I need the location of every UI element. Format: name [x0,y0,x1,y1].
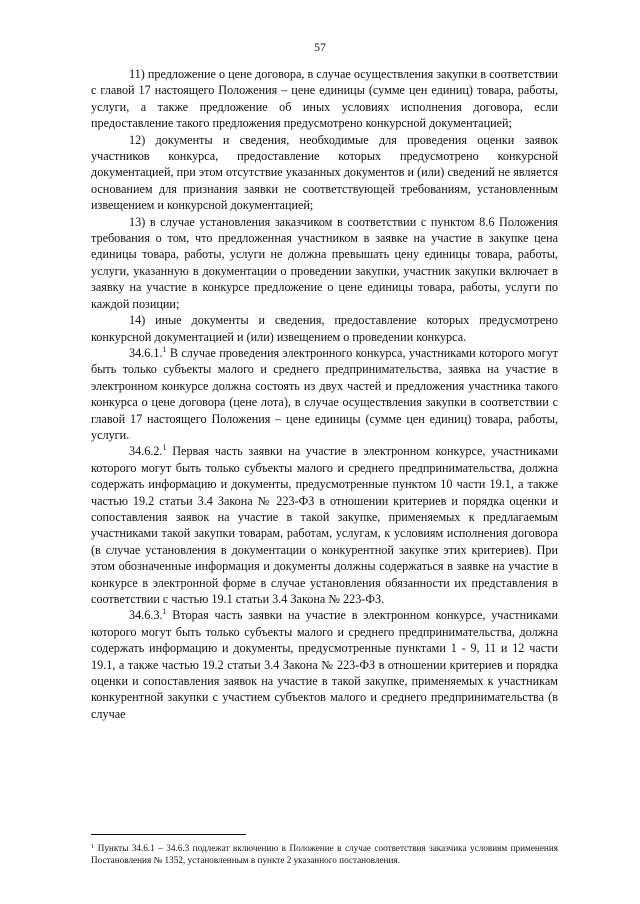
footnote-text: Пункты 34.6.1 – 34.6.3 подлежат включению в Положение в случае соответствия заказчика условиям применения Постановления № 1352, установленным в пункте 2 указанного постановления. [91,843,558,865]
clause-34-6-3 [91,607,558,722]
footnote-divider [91,834,246,835]
clause-34-6-2 [91,443,558,607]
main-text [91,66,558,722]
clause-34-6-1 [91,345,558,443]
item-13-paragraph: 13) в случае установления заказчиком в соответствии с пунктом 8.6 Положения требования о том, что предложенная участником в заявке на участие в закупке цена единицы товара, работы, услуги не должна превышать цену единицы товара, работы, услуги, указанную в документации о проведении закупки, участник закупки включает в заявку на участие в конкурсе предложение о цене единицы товара, работы, услуги по каждой позиции; [91,214,558,311]
clause-text: Первая часть заявки на участие в электронном конкурсе, участниками которого могут быть только субъекты малого и среднего предпринимательства, должна содержать информацию и документы, предусмотренные пунктом 10 части 19.1, а также частью 19.2 статьи 3.4 Закона № 223-ФЗ в отношении критериев и порядка оценки и сопоставления заявок на участие в такой закупке, применяемых к предлагаемым участниками такой закупки товарам, работам, услугам, к условиям исполнения договора (в случае установления в документации о конкурентной закупке этих критериев). При этом обозначенные информация и документы должны содержаться в заявке на участие в конкурсе в электронной форме в случае установления обязанности их представления в соответствии с частью 19.1 статьи 3.4 Закона № 223-ФЗ. [91,444,558,606]
footnote [91,842,558,866]
page-number: 57 [314,40,326,54]
footnote-ref: 1 [162,607,167,617]
footnote-ref: 1 [162,344,167,354]
clause-text: В случае проведения электронного конкурса, участниками которого могут быть только субъекты малого и среднего предпринимательства, заявка на участие в электронном конкурсе должна состоять из двух частей и предложения участника такого конкурса о цене договора (цене лота), в случае осуществления закупки в соответствии с главой 17 настоящего Положения – цене единицы (сумме цен единиц) товара, работы, услуги. [91,345,558,442]
clause-number: 34.6.1. [129,345,163,360]
footnote-marker: 1 [91,843,95,850]
clause-text: Вторая часть заявки на участие в электронном конкурсе, участниками которого могут быть только субъекты малого и среднего предпринимательства, должна содержать информацию и документы, предусмотренные пунктами 1 - 9, 11 и 12 части 19.1, а также частью 19.2 статьи 3.4 Закона № 223-ФЗ в отношении критериев и порядка оценки и сопоставления заявок на участие в такой закупке, применяемых к участникам конкурентной закупки с участием субъектов малого и среднего предпринимательства (в случае [91,608,558,721]
clause-number: 34.6.3. [129,608,163,623]
footnote-ref: 1 [162,443,167,453]
item-11-paragraph: 11) предложение о цене договора, в случае осуществления закупки в соответствии с главой 17 настоящего Положения – цене единицы (сумме цен единиц) товара, работы, услуги, а также предложение об иных условиях исполнения договора, если предоставление такого предложения предусмотрено конкурсной документацией; [91,67,558,131]
item-12-paragraph: 12) документы и сведения, необходимые для проведения оценки заявок участников конкурса, предоставление которых предусмотрено конкурсной документацией, при этом отсутствие указанных документов и (или) сведений не является основанием для признания заявки не соответствующей требованиям, установленным извещением и конкурсной документацией; [91,132,558,213]
item-14-paragraph: 14) иные документы и сведения, предоставление которых предусмотрено конкурсной документацией и (или) извещением о проведении конкурса. [91,313,558,344]
clause-number: 34.6.2. [129,444,163,459]
